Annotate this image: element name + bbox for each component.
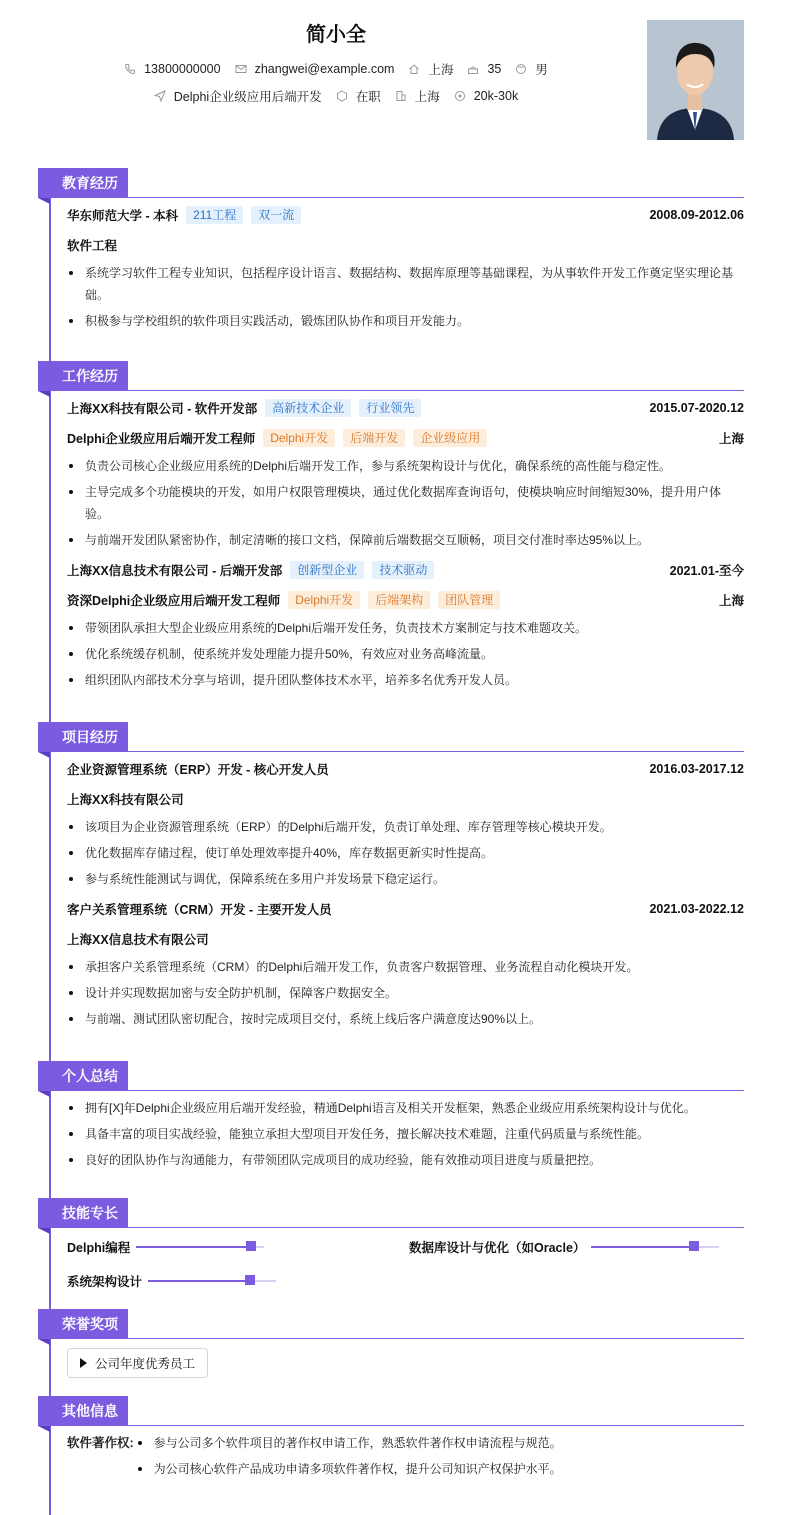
summary-section bbox=[38, 1061, 744, 1175]
other-label: 软件著作权: bbox=[67, 1436, 134, 1450]
section-title: 工作经历 bbox=[38, 361, 128, 391]
project-row bbox=[67, 894, 744, 924]
project-period: 2016.03-2017.12 bbox=[649, 762, 744, 776]
list-item: 该项目为企业资源管理系统（ERP）的Delphi后端开发，负责订单处理、库存管理等核心模块开发。 bbox=[67, 816, 744, 838]
list-item: 拥有[X]年Delphi企业级应用后端开发经验，精通Delphi语言及相关开发框架，熟悉企业级应用系统架构设计与优化。 bbox=[67, 1097, 744, 1119]
title-tag: 企业级应用 bbox=[413, 429, 487, 447]
title-row bbox=[67, 423, 744, 453]
project-company-row bbox=[67, 924, 744, 954]
salary-text: 20k-30k bbox=[473, 89, 519, 103]
project-entry bbox=[38, 752, 744, 890]
list-item: 良好的团队协作与沟通能力，有带领团队完成项目的成功经验，能有效推动项目进度与质量把控。 bbox=[67, 1149, 744, 1171]
company-row bbox=[67, 555, 744, 585]
phone-text: 13800000000 bbox=[144, 62, 221, 76]
work-section bbox=[38, 361, 744, 695]
project-period: 2021.03-2022.12 bbox=[649, 902, 744, 916]
city-text: 上海 bbox=[428, 63, 454, 77]
education-period: 2008.09-2012.06 bbox=[649, 208, 744, 222]
skill-name: Delphi编程 bbox=[67, 1241, 131, 1255]
major-name: 软件工程 bbox=[67, 239, 118, 253]
email-info bbox=[235, 62, 395, 76]
play-icon bbox=[80, 1358, 87, 1368]
list-item: 系统学习软件工程专业知识，包括程序设计语言、数据结构、数据库原理等基础课程，为从事软件开发工作奠定坚实理论基础。 bbox=[67, 262, 744, 306]
work-period: 2015.07-2020.12 bbox=[649, 401, 744, 415]
candidate-name: 简小全 bbox=[306, 24, 366, 46]
job-title: 资深Delphi企业级应用后端开发工程师 bbox=[67, 594, 281, 608]
list-item: 带领团队承担大型企业级应用系统的Delphi后端开发任务，负责技术方案制定与技术难题攻关。 bbox=[67, 617, 744, 639]
list-item: 与前端开发团队紧密协作，制定清晰的接口文档，保障前后端数据交互顺畅，项目交付准时率达95%以上。 bbox=[67, 529, 744, 551]
project-bullets bbox=[67, 816, 744, 890]
title-tag: 后端开发 bbox=[343, 429, 405, 447]
phone-icon bbox=[124, 63, 136, 75]
list-item: 具备丰富的项目实战经验，能独立承担大型项目开发任务，擅长解决技术难题，注重代码质量与系统性能。 bbox=[67, 1123, 744, 1145]
summary-body bbox=[38, 1091, 744, 1171]
project-entry bbox=[38, 894, 744, 1030]
project-row bbox=[67, 754, 744, 784]
award-badge bbox=[67, 1348, 208, 1378]
target-city-text: 上海 bbox=[414, 90, 440, 104]
list-item: 参与系统性能测试与调优，保障系统在多用户并发场景下稳定运行。 bbox=[67, 868, 744, 890]
major-row bbox=[67, 230, 744, 260]
list-item: 参与公司多个软件项目的著作权申请工作，熟悉软件著作权申请流程与规范。 bbox=[136, 1432, 562, 1454]
work-period: 2021.01-至今 bbox=[669, 564, 744, 578]
section-title: 项目经历 bbox=[38, 722, 128, 752]
cake-icon bbox=[467, 63, 479, 75]
section-title: 其他信息 bbox=[38, 1396, 128, 1426]
salary-info bbox=[454, 89, 518, 103]
school-name: 华东师范大学 - 本科 bbox=[67, 209, 179, 223]
section-title: 技能专长 bbox=[38, 1198, 128, 1228]
honors-body bbox=[38, 1339, 744, 1378]
other-entry bbox=[67, 1432, 744, 1484]
other-body bbox=[38, 1426, 744, 1484]
contact-row bbox=[0, 60, 672, 78]
work-entry bbox=[38, 391, 744, 551]
education-entry bbox=[38, 198, 744, 332]
coin-icon bbox=[454, 90, 466, 102]
section-header bbox=[38, 168, 744, 198]
skill-name: 系统架构设计 bbox=[67, 1275, 143, 1289]
building-icon bbox=[395, 90, 407, 102]
section-title: 荣誉奖项 bbox=[38, 1309, 128, 1339]
company-name: 上海XX信息技术有限公司 - 后端开发部 bbox=[67, 564, 283, 578]
skill-bar-fill bbox=[148, 1280, 250, 1282]
skill-bar-knob bbox=[689, 1241, 699, 1251]
other-section bbox=[38, 1396, 744, 1484]
skills-grid bbox=[38, 1228, 744, 1298]
work-bullets bbox=[67, 455, 744, 551]
mail-icon bbox=[235, 63, 247, 75]
list-item: 组织团队内部技术分享与培训，提升团队整体技术水平，培养多名优秀开发人员。 bbox=[67, 669, 744, 691]
gender-text: 男 bbox=[535, 63, 548, 77]
skill-bar bbox=[591, 1246, 719, 1248]
project-name: 客户关系管理系统（CRM）开发 - 主要开发人员 bbox=[67, 903, 332, 917]
skills-section bbox=[38, 1198, 744, 1298]
list-item: 积极参与学校组织的软件项目实践活动，锻炼团队协作和项目开发能力。 bbox=[67, 310, 744, 332]
list-item: 负责公司核心企业级应用系统的Delphi后端开发工作，参与系统架构设计与优化，确保系统的高性能与稳定性。 bbox=[67, 455, 744, 477]
school-tag: 211工程 bbox=[186, 206, 243, 224]
skill-item bbox=[67, 1238, 264, 1256]
work-bullets bbox=[67, 617, 744, 691]
list-item: 承担客户关系管理系统（CRM）的Delphi后端开发工作，负责客户数据管理、业务流程自动化模块开发。 bbox=[67, 956, 744, 978]
section-title: 个人总结 bbox=[38, 1061, 128, 1091]
send-icon bbox=[154, 90, 166, 102]
list-item: 与前端、测试团队密切配合，按时完成项目交付，系统上线后客户满意度达90%以上。 bbox=[67, 1008, 744, 1030]
skill-bar-fill bbox=[136, 1246, 251, 1248]
title-tag: Delphi开发 bbox=[263, 429, 335, 447]
list-item: 优化数据库存储过程，使订单处理效率提升40%，库存数据更新实时性提高。 bbox=[67, 842, 744, 864]
title-tag: 后端架构 bbox=[368, 591, 430, 609]
city-info bbox=[408, 60, 453, 78]
status-text: 在职 bbox=[355, 90, 381, 104]
status-icon bbox=[336, 90, 348, 102]
skill-name: 数据库设计与优化（如Oracle） bbox=[409, 1241, 586, 1255]
company-name: 上海XX科技有限公司 - 软件开发部 bbox=[67, 402, 258, 416]
company-row bbox=[67, 393, 744, 423]
skill-bar bbox=[136, 1246, 264, 1248]
work-entry bbox=[38, 555, 744, 691]
skill-bar-knob bbox=[246, 1241, 256, 1251]
section-header bbox=[38, 1396, 744, 1426]
project-company-row bbox=[67, 784, 744, 814]
title-row bbox=[67, 585, 744, 615]
avatar-illustration bbox=[647, 20, 744, 140]
status-info bbox=[336, 87, 381, 105]
age-info bbox=[467, 62, 501, 76]
title-tag: 团队管理 bbox=[438, 591, 500, 609]
phone-info bbox=[124, 62, 220, 76]
resume-header bbox=[0, 0, 794, 150]
job-target-info bbox=[154, 87, 322, 105]
skill-item bbox=[67, 1272, 276, 1290]
work-location: 上海 bbox=[718, 432, 744, 446]
job-title: Delphi企业级应用后端开发工程师 bbox=[67, 432, 256, 446]
projects-section bbox=[38, 722, 744, 1034]
education-bullets bbox=[67, 262, 744, 332]
company-tag: 高新技术企业 bbox=[265, 399, 351, 417]
job-target-text: Delphi企业级应用后端开发 bbox=[173, 90, 322, 104]
title-tag: Delphi开发 bbox=[288, 591, 360, 609]
skill-item bbox=[409, 1238, 719, 1256]
honors-section bbox=[38, 1309, 744, 1378]
section-header bbox=[38, 361, 744, 391]
project-bullets bbox=[67, 956, 744, 1030]
company-tag: 创新型企业 bbox=[290, 561, 364, 579]
section-header bbox=[38, 1309, 744, 1339]
company-tag: 行业领先 bbox=[359, 399, 421, 417]
home-icon bbox=[408, 63, 420, 75]
school-tag: 双一流 bbox=[251, 206, 301, 224]
age-text: 35 bbox=[487, 62, 502, 76]
list-item: 主导完成多个功能模块的开发，如用户权限管理模块，通过优化数据库查询语句，使模块响应时间缩短30%，提升用户体验。 bbox=[67, 481, 744, 525]
skill-bar-fill bbox=[591, 1246, 693, 1248]
other-bullets bbox=[136, 1432, 562, 1484]
gender-info bbox=[515, 60, 548, 78]
section-header bbox=[38, 722, 744, 752]
work-location: 上海 bbox=[718, 594, 744, 608]
skill-bar bbox=[148, 1280, 276, 1282]
list-item: 优化系统缓存机制，使系统并发处理能力提升50%，有效应对业务高峰流量。 bbox=[67, 643, 744, 665]
education-row bbox=[67, 200, 744, 230]
section-title: 教育经历 bbox=[38, 168, 128, 198]
email-text: zhangwei@example.com bbox=[254, 62, 395, 76]
section-header bbox=[38, 1198, 744, 1228]
project-company: 上海XX信息技术有限公司 bbox=[67, 933, 209, 947]
education-section bbox=[38, 168, 744, 336]
gender-icon bbox=[515, 63, 527, 75]
award-name: 公司年度优秀员工 bbox=[95, 1357, 196, 1371]
list-item: 设计并实现数据加密与安全防护机制，保障客户数据安全。 bbox=[67, 982, 744, 1004]
project-company: 上海XX科技有限公司 bbox=[67, 793, 184, 807]
summary-bullets bbox=[67, 1097, 744, 1171]
target-city-info bbox=[395, 87, 440, 105]
skill-bar-knob bbox=[245, 1275, 255, 1285]
section-header bbox=[38, 1061, 744, 1091]
intent-row bbox=[0, 87, 672, 105]
project-name: 企业资源管理系统（ERP）开发 - 核心开发人员 bbox=[67, 763, 329, 777]
company-tag: 技术驱动 bbox=[372, 561, 434, 579]
profile-photo bbox=[647, 20, 744, 140]
list-item: 为公司核心软件产品成功申请多项软件著作权，提升公司知识产权保护水平。 bbox=[136, 1458, 562, 1480]
